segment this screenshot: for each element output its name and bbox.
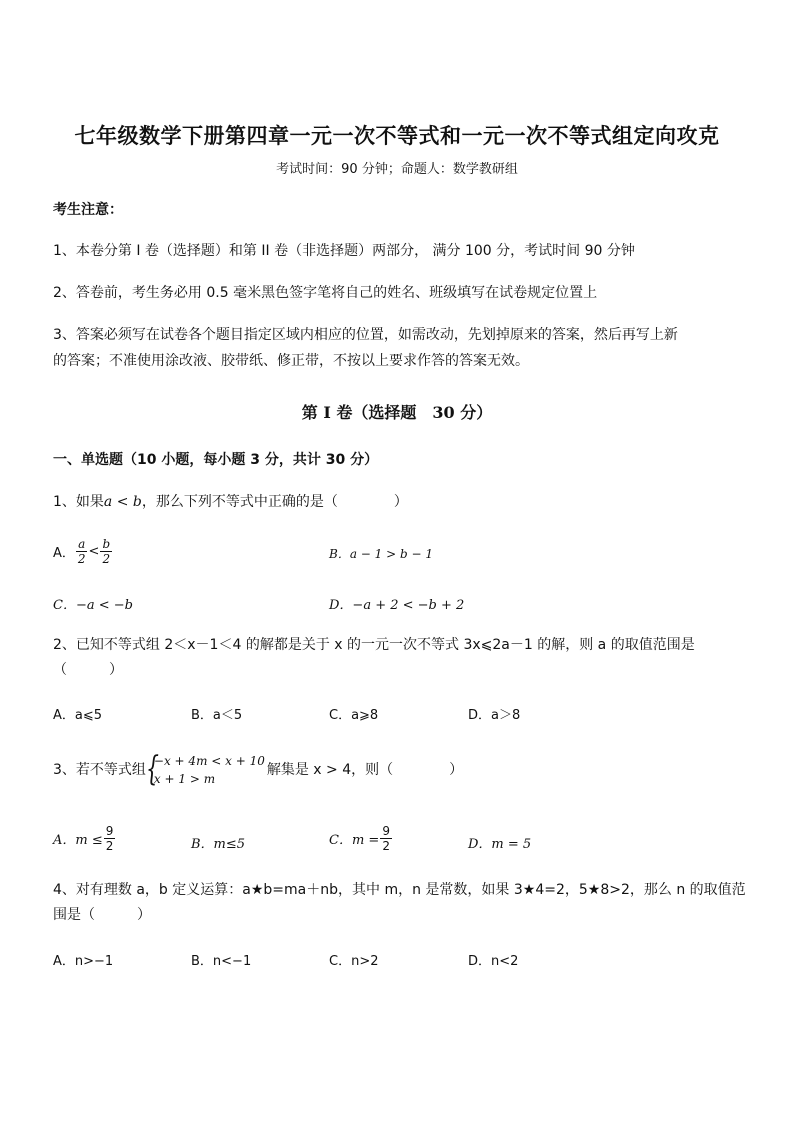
- question-3-option-b: B．m≤5: [191, 837, 246, 852]
- question-1-prefix: 1、如果: [53, 494, 104, 510]
- notice-heading: 考生注意：: [53, 202, 123, 218]
- question-3-option-d: D．m = 5: [468, 837, 532, 852]
- question-4-option-a: A．n>−1: [53, 954, 114, 969]
- fraction-9-over-2: $\frac{9}{2}$: [382, 824, 390, 853]
- question-1-option-c: C．−a < −b: [53, 598, 133, 613]
- notice-item-1: 1、本卷分第 I 卷（选择题）和第 II 卷（非选择题）两部分， 满分 100 分，考试时间 90 分钟: [53, 243, 635, 259]
- question-1-option-d: D．−a + 2 < −b + 2: [329, 598, 465, 613]
- question-2-option-b: B．a＜5: [191, 708, 243, 723]
- notice-item-2: 2、答卷前，考生务必用 0.5 毫米黑色签字笔将自己的姓名、班级填写在试卷规定位置上: [53, 285, 598, 301]
- exam-info: 考试时间：90 分钟；命题人：数学教研组: [276, 162, 518, 177]
- question-2-stem: 2、已知不等式组 2＜x－1＜4 的解都是关于 x 的一元一次不等式 3x⩽2a－1 的解，则 a 的取值范围是: [53, 637, 695, 653]
- notice-item-3-cont: 的答案；不准使用涂改液、胶带纸、修正带，不按以上要求作答的答案无效。: [53, 353, 529, 369]
- page-title: 七年级数学下册第四章一元一次不等式和一元一次不等式组定向攻克: [74, 123, 720, 148]
- fraction-a-over-2: $\frac{a}{2}$: [77, 537, 86, 566]
- question-1-suffix: ，那么下列不等式中正确的是（ ）: [141, 494, 408, 510]
- section-title: 第 I 卷（选择题 30 分）: [301, 403, 493, 422]
- question-2-option-a: A．a⩽5: [53, 708, 103, 723]
- question-4-option-b: B．n<−1: [191, 954, 252, 969]
- fraction-b-over-2: $\frac{b}{2}$: [102, 537, 111, 566]
- question-2-option-c: C．a⩾8: [329, 708, 379, 723]
- question-3-option-c: C．m = $\frac{9}{2}$: [329, 824, 390, 853]
- notice-item-3: 3、答案必须写在试卷各个题目指定区域内相应的位置，如需改动，先划掉原来的答案，然后再写上新: [53, 327, 678, 343]
- option-a-label: A．: [53, 546, 75, 561]
- left-brace-icon: {: [145, 749, 159, 789]
- question-1-math: a < b: [103, 494, 142, 510]
- question-4-stem-cont: 围是（ ）: [53, 907, 151, 923]
- question-3-stem: [53, 749, 464, 789]
- question-2-option-d: D．a＞8: [468, 708, 521, 723]
- part-title: 一、单选题（10 小题，每小题 3 分，共计 30 分）: [53, 452, 379, 468]
- question-1-stem: [53, 492, 408, 512]
- inequality-system: { −x + 4m < x + 10 x + 1 > m: [145, 749, 265, 789]
- question-3-suffix: 解集是 x > 4，则（ ）: [266, 762, 464, 778]
- question-3-prefix: 3、若不等式组: [53, 762, 146, 778]
- question-3-option-a: A．m ≤ $\frac{9}{2}$: [53, 824, 114, 853]
- question-4-stem: 4、对有理数 a，b 定义运算：a★b=ma＋nb，其中 m，n 是常数，如果 3★4=2，5★8>2，那么 n 的取值范: [53, 882, 746, 898]
- question-4-option-d: D．n<2: [468, 954, 519, 969]
- question-1-option-b: B．a − 1 > b − 1: [329, 547, 433, 561]
- question-2-stem-cont: （ ）: [53, 662, 123, 678]
- fraction-9-over-2: $\frac{9}{2}$: [105, 824, 114, 853]
- question-1-option-a: A． $\frac{a}{2}$ < $\frac{b}{2}$: [53, 537, 111, 566]
- question-4-option-c: C．n>2: [329, 954, 379, 969]
